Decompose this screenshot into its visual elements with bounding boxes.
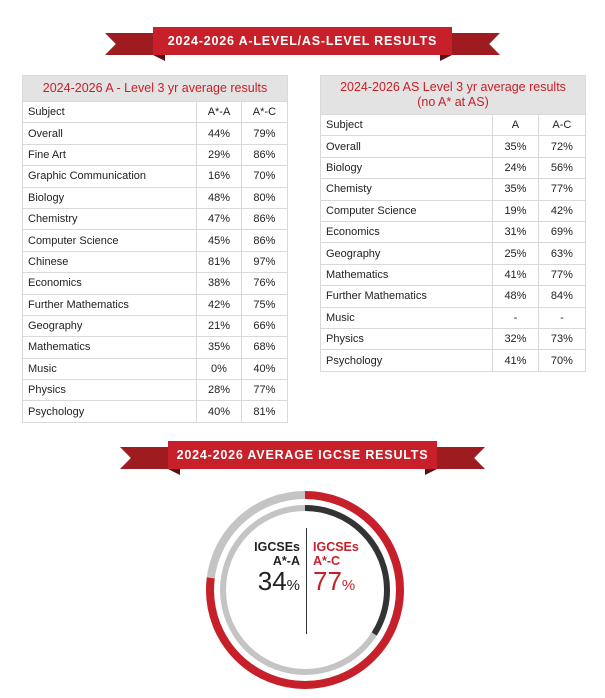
subject-cell: Mathematics — [23, 337, 197, 358]
table-row — [23, 166, 287, 187]
igcse-a-star-a-label: IGCSEs A*-A — [254, 540, 300, 568]
value-cell: 41% — [493, 264, 539, 285]
value-cell: 42% — [197, 294, 242, 315]
value-cell: 32% — [493, 328, 539, 349]
subject-cell: Physics — [321, 328, 493, 349]
header-cell: A*-C — [241, 102, 287, 123]
table-row — [23, 251, 287, 272]
top-banner — [105, 27, 500, 61]
value-cell: 35% — [197, 337, 242, 358]
subject-cell: Music — [321, 307, 493, 328]
table-row — [321, 157, 585, 178]
value-cell: 69% — [538, 221, 585, 242]
value-cell: 35% — [493, 136, 539, 157]
value-cell: 77% — [538, 179, 585, 200]
value-cell: 70% — [241, 166, 287, 187]
table-row — [23, 123, 287, 144]
value-cell: 40% — [197, 401, 242, 422]
value-cell: 73% — [538, 328, 585, 349]
value-cell: - — [493, 307, 539, 328]
a-level-table-body — [23, 102, 287, 423]
table-row — [321, 307, 585, 328]
table-header-row — [321, 115, 585, 136]
value-cell: 41% — [493, 350, 539, 371]
stats-divider — [306, 528, 307, 634]
table-row — [23, 294, 287, 315]
value-cell: 75% — [241, 294, 287, 315]
value-cell: 48% — [197, 187, 242, 208]
value-cell: 79% — [241, 123, 287, 144]
igcse-a-star-c-label: IGCSEs A*-C — [313, 540, 359, 568]
subject-cell: Graphic Communication — [23, 166, 197, 187]
subject-cell: Further Mathematics — [23, 294, 197, 315]
value-cell: 81% — [241, 401, 287, 422]
value-cell: 56% — [538, 157, 585, 178]
header-cell: A-C — [538, 115, 585, 136]
subject-cell: Mathematics — [321, 264, 493, 285]
table-row — [321, 286, 585, 307]
subject-cell: Computer Science — [23, 230, 197, 251]
table-row — [23, 144, 287, 165]
value-cell: 42% — [538, 200, 585, 221]
value-cell: 81% — [197, 251, 242, 272]
subject-cell: Further Mathematics — [321, 286, 493, 307]
table-row — [23, 380, 287, 401]
header-cell: A — [493, 115, 539, 136]
value-cell: 35% — [493, 179, 539, 200]
table-row — [23, 315, 287, 336]
subject-cell: Chinese — [23, 251, 197, 272]
subject-cell: Psychology — [23, 401, 197, 422]
as-level-title-line1: 2024-2026 AS Level 3 yr average results — [340, 80, 566, 94]
value-cell: 84% — [538, 286, 585, 307]
value-cell: 38% — [197, 273, 242, 294]
as-level-table-body — [321, 115, 585, 372]
top-banner-title: 2024-2026 A-LEVEL/AS-LEVEL RESULTS — [153, 27, 452, 55]
value-cell: 72% — [538, 136, 585, 157]
header-cell: Subject — [321, 115, 493, 136]
value-cell: 86% — [241, 208, 287, 229]
value-cell: 0% — [197, 358, 242, 379]
subject-cell: Chemisty — [321, 179, 493, 200]
subject-cell: Economics — [23, 273, 197, 294]
value-cell: 97% — [241, 251, 287, 272]
value-cell: 63% — [538, 243, 585, 264]
table-row — [23, 187, 287, 208]
value-cell: 77% — [241, 380, 287, 401]
table-row — [23, 208, 287, 229]
value-cell: 16% — [197, 166, 242, 187]
table-row — [321, 200, 585, 221]
value-cell: 31% — [493, 221, 539, 242]
table-row — [23, 401, 287, 422]
value-cell: 80% — [241, 187, 287, 208]
table-row — [23, 230, 287, 251]
value-cell: 19% — [493, 200, 539, 221]
subject-cell: Computer Science — [321, 200, 493, 221]
value-cell: 24% — [493, 157, 539, 178]
igcse-a-star-a-value: 34% — [257, 566, 300, 596]
subject-cell: Music — [23, 358, 197, 379]
as-level-table-title — [321, 76, 585, 114]
value-cell: 48% — [493, 286, 539, 307]
subject-cell: Biology — [23, 187, 197, 208]
a-level-table — [22, 75, 288, 423]
igcse-a-star-c-value: 77% — [313, 566, 356, 596]
a-level-table-title: 2024-2026 A - Level 3 yr average results — [23, 76, 287, 101]
value-cell: - — [538, 307, 585, 328]
as-level-table — [320, 75, 586, 372]
header-cell: A*-A — [197, 102, 242, 123]
table-row — [23, 337, 287, 358]
igcse-banner-title: 2024-2026 AVERAGE IGCSE RESULTS — [168, 441, 437, 469]
value-cell: 70% — [538, 350, 585, 371]
table-row — [23, 273, 287, 294]
subject-cell: Chemistry — [23, 208, 197, 229]
table-row — [321, 350, 585, 371]
value-cell: 40% — [241, 358, 287, 379]
subject-cell: Economics — [321, 221, 493, 242]
value-cell: 47% — [197, 208, 242, 229]
subject-cell: Biology — [321, 157, 493, 178]
subject-cell: Geography — [321, 243, 493, 264]
subject-cell: Overall — [321, 136, 493, 157]
value-cell: 76% — [241, 273, 287, 294]
value-cell: 25% — [493, 243, 539, 264]
table-row — [321, 264, 585, 285]
value-cell: 44% — [197, 123, 242, 144]
subject-cell: Overall — [23, 123, 197, 144]
subject-cell: Physics — [23, 380, 197, 401]
subject-cell: Fine Art — [23, 144, 197, 165]
table-header-row — [23, 102, 287, 123]
value-cell: 77% — [538, 264, 585, 285]
value-cell: 45% — [197, 230, 242, 251]
table-row — [321, 243, 585, 264]
igcse-banner — [120, 441, 485, 475]
subject-cell: Psychology — [321, 350, 493, 371]
value-cell: 66% — [241, 315, 287, 336]
value-cell: 86% — [241, 230, 287, 251]
value-cell: 86% — [241, 144, 287, 165]
table-row — [321, 179, 585, 200]
header-cell: Subject — [23, 102, 197, 123]
table-row — [321, 221, 585, 242]
as-level-title-line2: (no A* at AS) — [417, 95, 489, 109]
value-cell: 28% — [197, 380, 242, 401]
table-row — [321, 136, 585, 157]
value-cell: 29% — [197, 144, 242, 165]
subject-cell: Geography — [23, 315, 197, 336]
table-row — [321, 328, 585, 349]
table-row — [23, 358, 287, 379]
igcse-donut-chart — [205, 490, 405, 690]
value-cell: 21% — [197, 315, 242, 336]
value-cell: 68% — [241, 337, 287, 358]
